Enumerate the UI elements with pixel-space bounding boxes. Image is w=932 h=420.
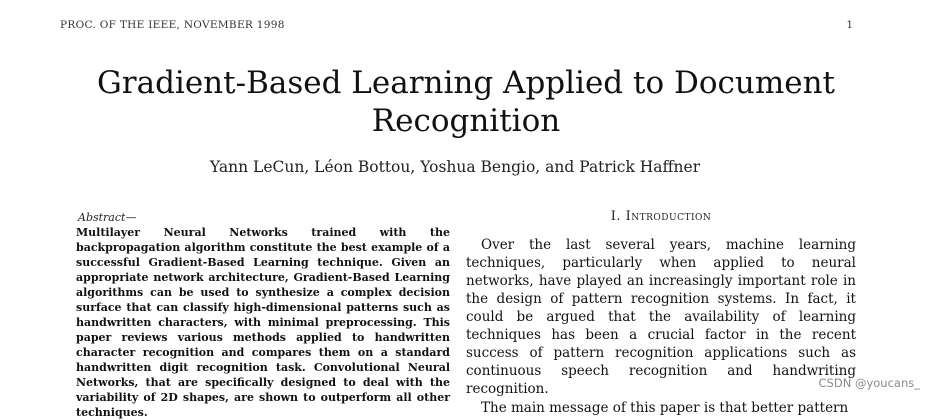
abstract-column bbox=[76, 210, 450, 420]
author-list: Yann LeCun, Léon Bottou, Yoshua Bengio, and Patrick Haffner bbox=[209, 158, 701, 176]
paper-title bbox=[0, 64, 932, 140]
section-number: I. bbox=[610, 209, 621, 224]
section-heading bbox=[466, 208, 856, 226]
abstract-text: Multilayer Neural Networks trained with the backpropagation algorithm constitute the best example of a successful Gradient-Based Learning technique. Given an appropriate network architecture, Gradient-Based Learning algorithms can be used to synthesize a complex decision surface that can classify high-dimensional patterns such as handwritten characters, with minimal preprocessing. This paper reviews various methods applied to handwritten character recognition and compares them on a standard handwritten digit recognition task. Convolutional Neural Networks, that are specifically designed to deal with the variability of 2D shapes, are shown to outperform all other techniques. bbox=[76, 226, 450, 419]
intro-paragraph-2: The main message of this paper is that better pattern bbox=[481, 400, 849, 416]
page-number: 1 bbox=[846, 19, 853, 31]
section-title: Introduction bbox=[625, 209, 712, 224]
running-head: PROC. OF THE IEEE, NOVEMBER 1998 bbox=[60, 19, 285, 31]
title-line-2: Recognition bbox=[371, 103, 561, 139]
abstract-label: Abstract— bbox=[78, 211, 137, 224]
watermark: CSDN @youcans_ bbox=[818, 376, 920, 390]
intro-paragraph-1: Over the last several years, machine learning techniques, particularly when applied to neural networks, have played an increasingly important role in the design of pattern recognition systems. In fact, it could be argued that the availability of learning techniques has been a crucial factor in the recent success of pattern recognition applications such as continuous speech recognition and handwriting recognition. bbox=[466, 237, 856, 397]
introduction-column bbox=[466, 208, 856, 417]
title-line-1: Gradient-Based Learning Applied to Document bbox=[97, 65, 835, 101]
